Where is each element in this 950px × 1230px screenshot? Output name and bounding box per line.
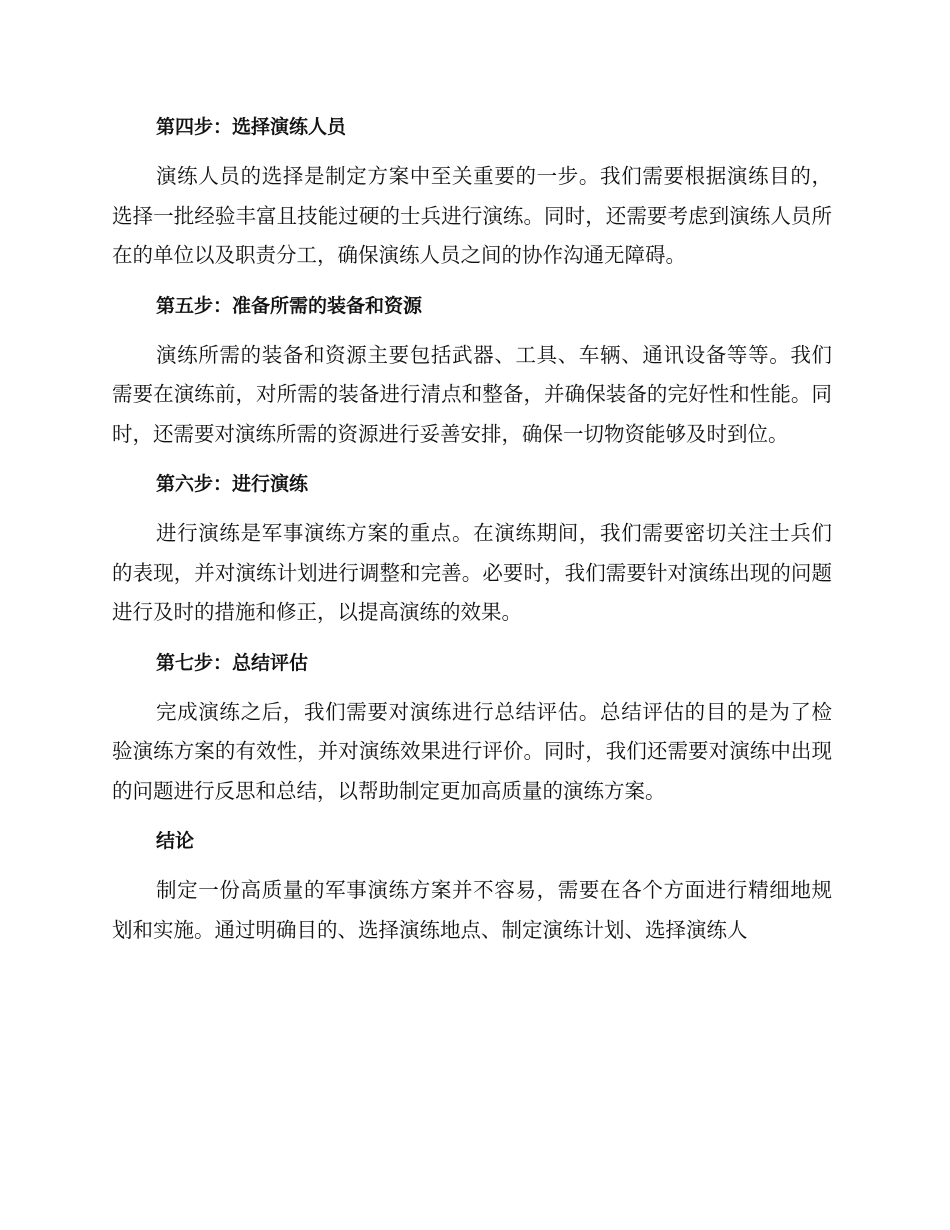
- section-heading-step4: 第四步：选择演练人员: [156, 116, 347, 138]
- section-heading-step6: 第六步：进行演练: [156, 473, 309, 495]
- section-paragraph-conclusion: 制定一份高质量的军事演练方案并不容易，需要在各个方面进行精细地规划和实施。通过明确目的、选择演练地点、制定演练计划、选择演练人: [112, 878, 832, 942]
- section-paragraph-step7: 完成演练之后，我们需要对演练进行总结评估。总结评估的目的是为了检验演练方案的有效性，并对演练效果进行评价。同时，我们还需要对演练中出现的问题进行反思和总结，以帮助制定更加高质量的演练方案。: [112, 699, 832, 803]
- section-heading-step5: 第五步：准备所需的装备和资源: [156, 294, 423, 317]
- document-body: [112, 108, 832, 961]
- section-paragraph-step6: 进行演练是军事演练方案的重点。在演练期间，我们需要密切关注士兵们的表现，并对演练计划进行调整和完善。必要时，我们需要针对演练出现的问题进行及时的措施和修正，以提高演练的效果。: [112, 521, 832, 624]
- section-heading-step7: 第七步：总结评估: [156, 651, 309, 674]
- section-paragraph-step4: 演练人员的选择是制定方案中至关重要的一步。我们需要根据演练目的，选择一批经验丰富且技能过硬的士兵进行演练。同时，还需要考虑到演练人员所在的单位以及职责分工，确保演练人员之间的协作沟通无障碍。: [112, 164, 832, 267]
- section-heading-conclusion: 结论: [156, 830, 195, 852]
- section-paragraph-step5: 演练所需的装备和资源主要包括武器、工具、车辆、通讯设备等等。我们需要在演练前，对所需的装备进行清点和整备，并确保装备的完好性和性能。同时，还需要对演练所需的资源进行妥善安排，确保一切物资能够及时到位。: [112, 342, 832, 446]
